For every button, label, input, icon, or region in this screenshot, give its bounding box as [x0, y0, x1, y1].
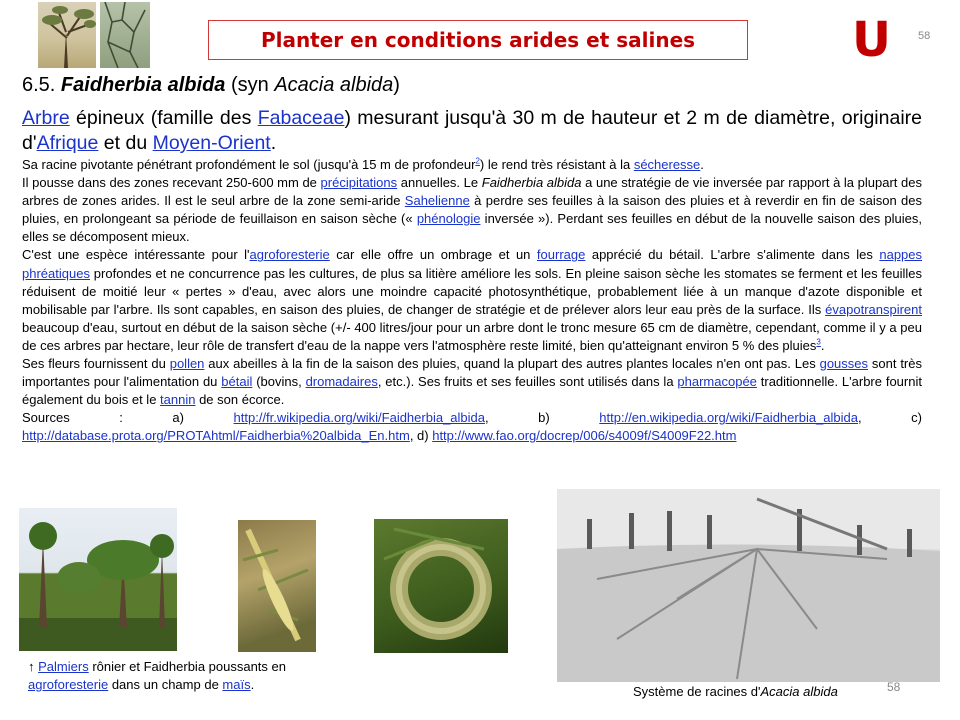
caption-right — [633, 684, 838, 700]
source-link-a[interactable]: http://fr.wikipedia.org/wiki/Faidherbia_albida — [233, 410, 485, 426]
p2-text-4: à perdre ses feuilles à la saison des pluies et à reverdir en fin de saison des pluies, en prolongeant sa période de feuillaison en saison sèche (« — [22, 193, 922, 227]
sources-text-2: , b) — [485, 410, 600, 426]
heading-number: 6.5. — [22, 74, 56, 96]
photo-curled-pod — [374, 519, 508, 653]
paragraph-uses — [22, 355, 922, 409]
slide-title: Planter en conditions arides et salines — [260, 28, 696, 52]
article-body — [22, 106, 922, 446]
p3-text-2: car elle offre un ombrage et un — [329, 247, 537, 263]
link-fabaceae[interactable]: Fabaceae — [257, 107, 345, 129]
paragraph-habitat — [22, 174, 922, 246]
link-pharmacopee[interactable]: pharmacopée — [677, 374, 757, 390]
caption-left — [28, 658, 338, 694]
p4-text-7: de son écorce. — [195, 392, 285, 408]
link-phenologie[interactable]: phénologie — [416, 211, 481, 227]
p2-text-3: a une stratégie de vie inversée par rapport à la plupart des arbres de zones arides. Il est le seul arbre de la zone semi-aride — [22, 175, 922, 209]
p1-text-3: . — [700, 157, 704, 172]
heading-synonym-close: ) — [393, 74, 400, 96]
header-photo-cracked-soil — [100, 2, 150, 68]
heading-synonym-open: (syn — [230, 74, 269, 96]
photo-flower-spike — [238, 520, 316, 652]
sources-text-3: , c) — [858, 410, 922, 426]
link-gousses[interactable]: gousses — [819, 356, 869, 372]
p3-text-1: C'est une espèce intéressante pour l' — [22, 247, 250, 263]
link-pollen[interactable]: pollen — [169, 356, 205, 372]
slide-title-box — [208, 20, 748, 60]
p3-text-5: beaucoup d'eau, surtout en début de la saison sèche (+/- 400 litres/jour pour un arbre dont le tronc mesure 65 cm de diamètre, cependant, comme il y a peu de ces arbres par hectare, leur rôle de transfert d'eau de la nappe vers l'atmosphère reste limité, bien qu'atteignant environ 5 % des pluies — [22, 319, 922, 353]
paragraph-root — [22, 156, 922, 174]
p4-text-1: Ses fleurs fournissent du — [22, 356, 170, 372]
p1-text-1: Sa racine pivotante pénétrant profondément le sol (jusqu'à 15 m de profondeur — [22, 157, 476, 172]
lead-paragraph — [22, 106, 922, 156]
p2-text-1: Il pousse dans des zones recevant 250-600 mm de — [22, 175, 321, 191]
link-tannin[interactable]: tannin — [160, 392, 196, 408]
link-dromadaires[interactable]: dromadaires — [305, 374, 378, 390]
p4-text-2: aux abeilles à la fin de la saison des pluies, quand la plupart des autres plantes locales n'en ont pas. Les — [204, 356, 820, 372]
link-agroforesterie-caption[interactable]: agroforesterie — [28, 677, 109, 692]
p3-text-4: profondes et ne concurrence pas les cultures, de plus sa litière améliore les sols. En pleine saison sèche les stomates se ferment et les feuilles réduisent de moitié leur « pertes » d'eau, avec alors une moindre capacité photosynthétique, probablement liée à un manque d'azote disponible et mobilisable par l'arbre. Ils sont capables, en saison des pluies, de changer de stratégie et de prélever alors leur eau près de la surface. Ils — [22, 265, 922, 317]
caption-right-species: Acacia albida — [760, 684, 838, 699]
link-fourrage[interactable]: fourrage — [536, 247, 586, 263]
link-arbre[interactable]: Arbre — [22, 107, 70, 129]
sources-text-1: Sources : a) — [22, 410, 234, 426]
p2-text-2: annuelles. Le — [397, 175, 482, 191]
p4-text-3: sont très importantes pour l'alimentation du — [22, 356, 922, 390]
p3-text-6: . — [820, 337, 825, 353]
link-afrique[interactable]: Afrique — [36, 132, 99, 154]
footnote-2-link[interactable]: 2 — [475, 156, 480, 166]
page-number-top: 58 — [918, 30, 931, 42]
up-arrow-icon: ↑ — [28, 659, 35, 674]
p4-text-5: , etc.). Ses fruits et ses feuilles sont utilisés dans la — [377, 374, 678, 390]
heading-species: Faidherbia albida — [60, 74, 226, 96]
caption-left-text-3: . — [250, 677, 255, 692]
caption-left-text-1: rônier et Faidherbia poussants en — [88, 659, 286, 674]
link-sahelienne[interactable]: Sahelienne — [404, 193, 470, 209]
caption-left-text-2: dans un champ de — [108, 677, 223, 692]
lead-text-4: . — [270, 132, 277, 154]
page-number-bottom: 58 — [887, 680, 901, 694]
link-palmiers[interactable]: Palmiers — [38, 659, 89, 674]
lead-text-3: et du — [98, 132, 153, 154]
link-mais[interactable]: maïs — [222, 677, 251, 692]
link-agroforesterie[interactable]: agroforesterie — [249, 247, 330, 263]
header-photo-tree — [38, 2, 96, 68]
source-link-d[interactable]: http://www.fao.org/docrep/006/s4009f/S4009F22.htm — [432, 428, 737, 444]
section-letter: U — [852, 12, 891, 68]
sources-text-4: , d) — [409, 428, 433, 444]
section-heading — [22, 72, 400, 98]
lead-text-1: épineux (famille des — [69, 107, 258, 129]
p3-text-3: apprécié du bétail. L'arbre s'alimente dans les — [585, 247, 880, 263]
caption-right-text: Système de racines d' — [633, 684, 761, 699]
photo-root-system — [557, 489, 940, 682]
link-evapotranspirent[interactable]: évapotranspirent — [825, 301, 922, 317]
p1-text-2: ) le rend très résistant à la — [479, 157, 634, 172]
link-betail[interactable]: bétail — [221, 374, 253, 390]
paragraph-sources — [22, 409, 922, 445]
link-moyen-orient[interactable]: Moyen-Orient — [152, 132, 271, 154]
link-secheresse[interactable]: sécheresse — [633, 157, 701, 172]
source-link-c[interactable]: http://database.prota.org/PROTAhtml/Faidherbia%20albida_En.htm — [22, 428, 410, 444]
source-link-b[interactable]: http://en.wikipedia.org/wiki/Faidherbia_albida — [599, 410, 858, 426]
link-precipitations[interactable]: précipitations — [320, 175, 398, 191]
p4-text-4: (bovins, — [252, 374, 306, 390]
p4-text-6: traditionnelle. L'arbre fournit également du bois et le — [22, 374, 922, 408]
photo-palms-field — [19, 508, 177, 651]
lead-text-2: ) mesurant jusqu'à 30 m de hauteur et 2 m de diamètre, originaire d' — [22, 107, 922, 154]
p2-text-5: inversée »). Perdant ses feuilles en début de la nouvelle saison des pluies, elles se décomposent mieux. — [22, 211, 922, 245]
p2-species: Faidherbia albida — [481, 175, 582, 191]
paragraph-agroforestry — [22, 246, 922, 355]
footnote-3-link[interactable]: 3 — [816, 337, 821, 347]
link-nappes-phreatiques[interactable]: nappes phréatiques — [22, 247, 923, 281]
heading-synonym: Acacia albida — [274, 74, 394, 96]
